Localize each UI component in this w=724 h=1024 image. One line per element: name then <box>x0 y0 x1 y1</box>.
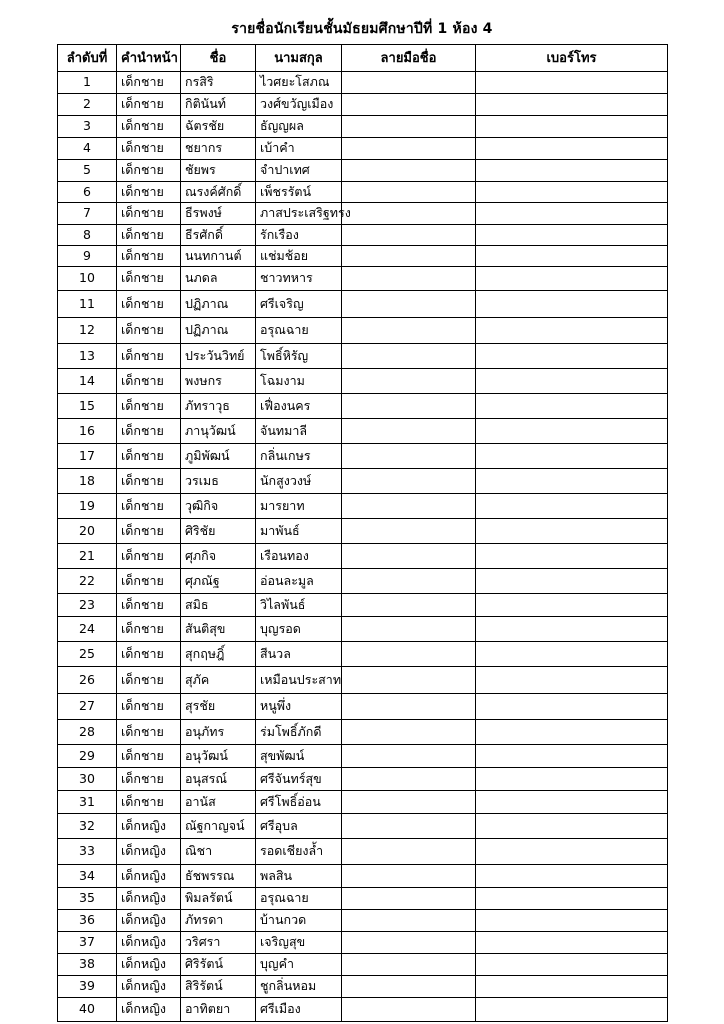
row-number: 15 <box>58 394 117 419</box>
row-prefix: เด็กชาย <box>117 494 181 519</box>
row-prefix: เด็กชาย <box>117 291 181 318</box>
row-first-name: วริศรา <box>181 932 256 954</box>
row-prefix: เด็กชาย <box>117 344 181 369</box>
row-signature-cell <box>342 138 476 160</box>
row-signature-cell <box>342 569 476 594</box>
row-prefix: เด็กชาย <box>117 318 181 344</box>
row-phone-cell <box>476 469 668 494</box>
row-last-name: ศรีโพธิ์อ่อน <box>256 791 342 814</box>
row-number: 9 <box>58 246 117 267</box>
row-phone-cell <box>476 394 668 419</box>
row-first-name: สันติสุข <box>181 617 256 642</box>
table-row <box>58 745 668 768</box>
table-row <box>58 694 668 720</box>
row-signature-cell <box>342 998 476 1022</box>
row-last-name: จันทมาลี <box>256 419 342 444</box>
row-prefix: เด็กชาย <box>117 642 181 667</box>
row-last-name: วิไลพันธ์ <box>256 594 342 617</box>
row-prefix: เด็กชาย <box>117 94 181 116</box>
row-first-name: สุภัค <box>181 667 256 694</box>
row-number: 21 <box>58 544 117 569</box>
row-number: 10 <box>58 267 117 291</box>
row-number: 37 <box>58 932 117 954</box>
row-prefix: เด็กหญิง <box>117 814 181 839</box>
row-last-name: รักเรือง <box>256 225 342 246</box>
table-row <box>58 494 668 519</box>
row-number: 11 <box>58 291 117 318</box>
row-prefix: เด็กชาย <box>117 469 181 494</box>
row-prefix: เด็กหญิง <box>117 865 181 888</box>
row-last-name: ภาสประเสริฐทรง <box>256 203 342 225</box>
row-number: 38 <box>58 954 117 976</box>
row-phone-cell <box>476 419 668 444</box>
row-last-name: จำปาเทศ <box>256 160 342 182</box>
row-signature-cell <box>342 954 476 976</box>
row-prefix: เด็กชาย <box>117 569 181 594</box>
row-phone-cell <box>476 932 668 954</box>
row-first-name: ศุภณัฐ <box>181 569 256 594</box>
row-prefix: เด็กหญิง <box>117 839 181 865</box>
table-row <box>58 246 668 267</box>
row-first-name: ธัชพรรณ <box>181 865 256 888</box>
row-number: 39 <box>58 976 117 998</box>
table-row <box>58 791 668 814</box>
row-number: 12 <box>58 318 117 344</box>
row-signature-cell <box>342 94 476 116</box>
row-first-name: ณรงค์ศักดิ์ <box>181 182 256 203</box>
student-roster-table <box>57 44 668 1022</box>
row-number: 28 <box>58 720 117 745</box>
row-phone-cell <box>476 246 668 267</box>
row-number: 14 <box>58 369 117 394</box>
row-last-name: เฟื่องนคร <box>256 394 342 419</box>
row-first-name: วรเมธ <box>181 469 256 494</box>
row-last-name: เรือนทอง <box>256 544 342 569</box>
row-phone-cell <box>476 94 668 116</box>
table-row <box>58 642 668 667</box>
row-number: 26 <box>58 667 117 694</box>
table-row <box>58 667 668 694</box>
table-row <box>58 116 668 138</box>
row-signature-cell <box>342 72 476 94</box>
row-last-name: ศรีอุบล <box>256 814 342 839</box>
row-signature-cell <box>342 203 476 225</box>
row-first-name: ภัทรดา <box>181 910 256 932</box>
row-phone-cell <box>476 569 668 594</box>
table-row <box>58 469 668 494</box>
row-prefix: เด็กชาย <box>117 394 181 419</box>
row-signature-cell <box>342 469 476 494</box>
row-phone-cell <box>476 888 668 910</box>
row-first-name: กิตินันท์ <box>181 94 256 116</box>
row-last-name: รอดเชียงล้ำ <box>256 839 342 865</box>
row-phone-cell <box>476 225 668 246</box>
row-phone-cell <box>476 617 668 642</box>
row-first-name: อนุวัฒน์ <box>181 745 256 768</box>
header-last-name: นามสกุล <box>256 45 342 72</box>
table-row <box>58 720 668 745</box>
row-prefix: เด็กชาย <box>117 225 181 246</box>
row-signature-cell <box>342 160 476 182</box>
row-signature-cell <box>342 791 476 814</box>
row-signature-cell <box>342 246 476 267</box>
row-first-name: ภานุวัฒน์ <box>181 419 256 444</box>
row-first-name: สุรชัย <box>181 694 256 720</box>
table-row <box>58 267 668 291</box>
row-last-name: ศรีจันทร์สุข <box>256 768 342 791</box>
table-row <box>58 72 668 94</box>
row-prefix: เด็กชาย <box>117 267 181 291</box>
table-row <box>58 225 668 246</box>
row-phone-cell <box>476 998 668 1022</box>
row-number: 31 <box>58 791 117 814</box>
row-number: 22 <box>58 569 117 594</box>
header-no: ลำดับที่ <box>58 45 117 72</box>
row-last-name: ไวศยะโสภณ <box>256 72 342 94</box>
row-prefix: เด็กชาย <box>117 720 181 745</box>
row-prefix: เด็กหญิง <box>117 976 181 998</box>
row-prefix: เด็กชาย <box>117 768 181 791</box>
table-row <box>58 369 668 394</box>
row-prefix: เด็กชาย <box>117 791 181 814</box>
row-number: 4 <box>58 138 117 160</box>
row-phone-cell <box>476 203 668 225</box>
row-signature-cell <box>342 888 476 910</box>
row-first-name: อานัส <box>181 791 256 814</box>
table-row <box>58 444 668 469</box>
row-first-name: อนุสรณ์ <box>181 768 256 791</box>
row-prefix: เด็กชาย <box>117 246 181 267</box>
row-first-name: สิริรัตน์ <box>181 976 256 998</box>
row-last-name: โพธิ์หิรัญ <box>256 344 342 369</box>
row-number: 2 <box>58 94 117 116</box>
row-last-name: ชาวทหาร <box>256 267 342 291</box>
row-number: 23 <box>58 594 117 617</box>
row-last-name: มารยาท <box>256 494 342 519</box>
row-last-name: ศรีเมือง <box>256 998 342 1022</box>
row-last-name: เบ้าคำ <box>256 138 342 160</box>
row-signature-cell <box>342 394 476 419</box>
table-row <box>58 291 668 318</box>
row-phone-cell <box>476 344 668 369</box>
row-last-name: ศรีเจริญ <box>256 291 342 318</box>
table-row <box>58 419 668 444</box>
table-row <box>58 839 668 865</box>
row-signature-cell <box>342 444 476 469</box>
row-last-name: เพ็ชรรัตน์ <box>256 182 342 203</box>
row-phone-cell <box>476 291 668 318</box>
table-row <box>58 544 668 569</box>
row-first-name: พิมลรัตน์ <box>181 888 256 910</box>
row-first-name: ชยากร <box>181 138 256 160</box>
row-first-name: สุกฤษฎิ์ <box>181 642 256 667</box>
table-row <box>58 138 668 160</box>
table-row <box>58 519 668 544</box>
row-last-name: เจริญสุข <box>256 932 342 954</box>
row-phone-cell <box>476 814 668 839</box>
row-last-name: แช่มช้อย <box>256 246 342 267</box>
row-number: 29 <box>58 745 117 768</box>
row-signature-cell <box>342 494 476 519</box>
row-phone-cell <box>476 138 668 160</box>
table-row <box>58 910 668 932</box>
table-row <box>58 932 668 954</box>
row-number: 34 <box>58 865 117 888</box>
row-phone-cell <box>476 910 668 932</box>
row-signature-cell <box>342 976 476 998</box>
row-phone-cell <box>476 494 668 519</box>
row-prefix: เด็กหญิง <box>117 910 181 932</box>
row-signature-cell <box>342 617 476 642</box>
row-last-name: สีนวล <box>256 642 342 667</box>
row-first-name: ศิริรัตน์ <box>181 954 256 976</box>
row-signature-cell <box>342 182 476 203</box>
row-phone-cell <box>476 519 668 544</box>
row-first-name: พงษกร <box>181 369 256 394</box>
table-row <box>58 569 668 594</box>
table-header-row <box>58 45 668 72</box>
row-prefix: เด็กชาย <box>117 72 181 94</box>
row-first-name: ณิชา <box>181 839 256 865</box>
row-signature-cell <box>342 267 476 291</box>
row-last-name: โฉมงาม <box>256 369 342 394</box>
row-signature-cell <box>342 419 476 444</box>
page-title: รายชื่อนักเรียนชั้นมัธยมศึกษาปีที่ 1 ห้อง 4 <box>231 21 493 37</box>
row-number: 40 <box>58 998 117 1022</box>
row-last-name: วงศ์ขวัญเมือง <box>256 94 342 116</box>
row-prefix: เด็กชาย <box>117 419 181 444</box>
row-number: 32 <box>58 814 117 839</box>
row-prefix: เด็กชาย <box>117 519 181 544</box>
row-last-name: อรุณฉาย <box>256 888 342 910</box>
row-prefix: เด็กชาย <box>117 667 181 694</box>
table-row <box>58 203 668 225</box>
row-number: 6 <box>58 182 117 203</box>
table-row <box>58 814 668 839</box>
row-phone-cell <box>476 544 668 569</box>
row-last-name: อ่อนละมูล <box>256 569 342 594</box>
row-last-name: เหมือนประสาท <box>256 667 342 694</box>
row-phone-cell <box>476 116 668 138</box>
row-phone-cell <box>476 954 668 976</box>
row-first-name: ชัยพร <box>181 160 256 182</box>
row-number: 13 <box>58 344 117 369</box>
row-signature-cell <box>342 544 476 569</box>
table-row <box>58 617 668 642</box>
row-prefix: เด็กชาย <box>117 444 181 469</box>
row-signature-cell <box>342 291 476 318</box>
row-number: 7 <box>58 203 117 225</box>
row-phone-cell <box>476 667 668 694</box>
row-number: 33 <box>58 839 117 865</box>
row-signature-cell <box>342 932 476 954</box>
row-first-name: ฉัตรชัย <box>181 116 256 138</box>
row-signature-cell <box>342 667 476 694</box>
table-row <box>58 976 668 998</box>
row-first-name: ธีรศักดิ์ <box>181 225 256 246</box>
row-last-name: บุญคำ <box>256 954 342 976</box>
row-last-name: อรุณฉาย <box>256 318 342 344</box>
header-phone: เบอร์โทร <box>476 45 668 72</box>
row-first-name: ปฏิภาณ <box>181 291 256 318</box>
row-last-name: ธัญญผล <box>256 116 342 138</box>
row-phone-cell <box>476 444 668 469</box>
row-first-name: ณัฐกาญจน์ <box>181 814 256 839</box>
row-phone-cell <box>476 865 668 888</box>
table-row <box>58 998 668 1022</box>
table-row <box>58 865 668 888</box>
row-first-name: ศุภกิจ <box>181 544 256 569</box>
row-prefix: เด็กหญิง <box>117 954 181 976</box>
table-row <box>58 182 668 203</box>
row-signature-cell <box>342 369 476 394</box>
row-signature-cell <box>342 344 476 369</box>
row-phone-cell <box>476 694 668 720</box>
row-first-name: ประวันวิทย์ <box>181 344 256 369</box>
row-phone-cell <box>476 976 668 998</box>
row-phone-cell <box>476 791 668 814</box>
row-number: 20 <box>58 519 117 544</box>
row-phone-cell <box>476 768 668 791</box>
row-prefix: เด็กหญิง <box>117 888 181 910</box>
row-number: 24 <box>58 617 117 642</box>
table-body <box>58 72 668 1022</box>
row-first-name: อนุภัทร <box>181 720 256 745</box>
row-prefix: เด็กชาย <box>117 182 181 203</box>
row-prefix: เด็กชาย <box>117 594 181 617</box>
row-prefix: เด็กชาย <box>117 138 181 160</box>
row-first-name: ธีรพงษ์ <box>181 203 256 225</box>
row-last-name: บุญรอด <box>256 617 342 642</box>
table-row <box>58 394 668 419</box>
row-signature-cell <box>342 225 476 246</box>
row-first-name: สมิธ <box>181 594 256 617</box>
row-prefix: เด็กหญิง <box>117 998 181 1022</box>
row-last-name: พลสิน <box>256 865 342 888</box>
row-phone-cell <box>476 318 668 344</box>
row-phone-cell <box>476 267 668 291</box>
row-phone-cell <box>476 594 668 617</box>
row-last-name: ร่มโพธิ์ภักดี <box>256 720 342 745</box>
table-row <box>58 160 668 182</box>
table-row <box>58 954 668 976</box>
row-prefix: เด็กชาย <box>117 694 181 720</box>
row-prefix: เด็กชาย <box>117 544 181 569</box>
header-first-name: ชื่อ <box>181 45 256 72</box>
row-signature-cell <box>342 814 476 839</box>
row-last-name: สุขพัฒน์ <box>256 745 342 768</box>
row-first-name: วุฒิกิจ <box>181 494 256 519</box>
row-prefix: เด็กชาย <box>117 116 181 138</box>
row-number: 5 <box>58 160 117 182</box>
row-phone-cell <box>476 745 668 768</box>
row-number: 35 <box>58 888 117 910</box>
row-signature-cell <box>342 642 476 667</box>
row-first-name: ภัทราวุธ <box>181 394 256 419</box>
row-phone-cell <box>476 720 668 745</box>
row-last-name: ชูกลิ่นหอม <box>256 976 342 998</box>
row-number: 30 <box>58 768 117 791</box>
row-last-name: มาพันธ์ <box>256 519 342 544</box>
row-phone-cell <box>476 839 668 865</box>
row-last-name: หนูพึ่ง <box>256 694 342 720</box>
row-last-name: บ้านกวด <box>256 910 342 932</box>
row-prefix: เด็กชาย <box>117 203 181 225</box>
row-first-name: นนทกานต์ <box>181 246 256 267</box>
row-prefix: เด็กหญิง <box>117 932 181 954</box>
row-first-name: ปฏิภาณ <box>181 318 256 344</box>
header-prefix: คำนำหน้า <box>117 45 181 72</box>
row-signature-cell <box>342 865 476 888</box>
row-number: 27 <box>58 694 117 720</box>
row-signature-cell <box>342 720 476 745</box>
row-number: 25 <box>58 642 117 667</box>
table-row <box>58 594 668 617</box>
row-signature-cell <box>342 594 476 617</box>
row-last-name: นักสูงวงษ์ <box>256 469 342 494</box>
row-signature-cell <box>342 116 476 138</box>
table-row <box>58 344 668 369</box>
row-signature-cell <box>342 745 476 768</box>
row-prefix: เด็กชาย <box>117 617 181 642</box>
row-prefix: เด็กชาย <box>117 745 181 768</box>
row-phone-cell <box>476 369 668 394</box>
row-number: 36 <box>58 910 117 932</box>
row-first-name: ภูมิพัฒน์ <box>181 444 256 469</box>
row-number: 3 <box>58 116 117 138</box>
row-number: 19 <box>58 494 117 519</box>
row-prefix: เด็กชาย <box>117 160 181 182</box>
row-first-name: นภดล <box>181 267 256 291</box>
row-number: 1 <box>58 72 117 94</box>
row-first-name: อาทิตยา <box>181 998 256 1022</box>
row-number: 8 <box>58 225 117 246</box>
row-number: 17 <box>58 444 117 469</box>
row-first-name: กรสิริ <box>181 72 256 94</box>
table-row <box>58 318 668 344</box>
row-phone-cell <box>476 160 668 182</box>
header-signature: ลายมือชื่อ <box>342 45 476 72</box>
table-row <box>58 768 668 791</box>
table-row <box>58 94 668 116</box>
row-phone-cell <box>476 72 668 94</box>
row-signature-cell <box>342 318 476 344</box>
row-signature-cell <box>342 910 476 932</box>
row-prefix: เด็กชาย <box>117 369 181 394</box>
row-number: 16 <box>58 419 117 444</box>
row-number: 18 <box>58 469 117 494</box>
row-signature-cell <box>342 839 476 865</box>
row-signature-cell <box>342 768 476 791</box>
table-row <box>58 888 668 910</box>
row-phone-cell <box>476 182 668 203</box>
row-signature-cell <box>342 519 476 544</box>
row-last-name: กลิ่นเกษร <box>256 444 342 469</box>
row-first-name: ศิริชัย <box>181 519 256 544</box>
row-phone-cell <box>476 642 668 667</box>
row-signature-cell <box>342 694 476 720</box>
